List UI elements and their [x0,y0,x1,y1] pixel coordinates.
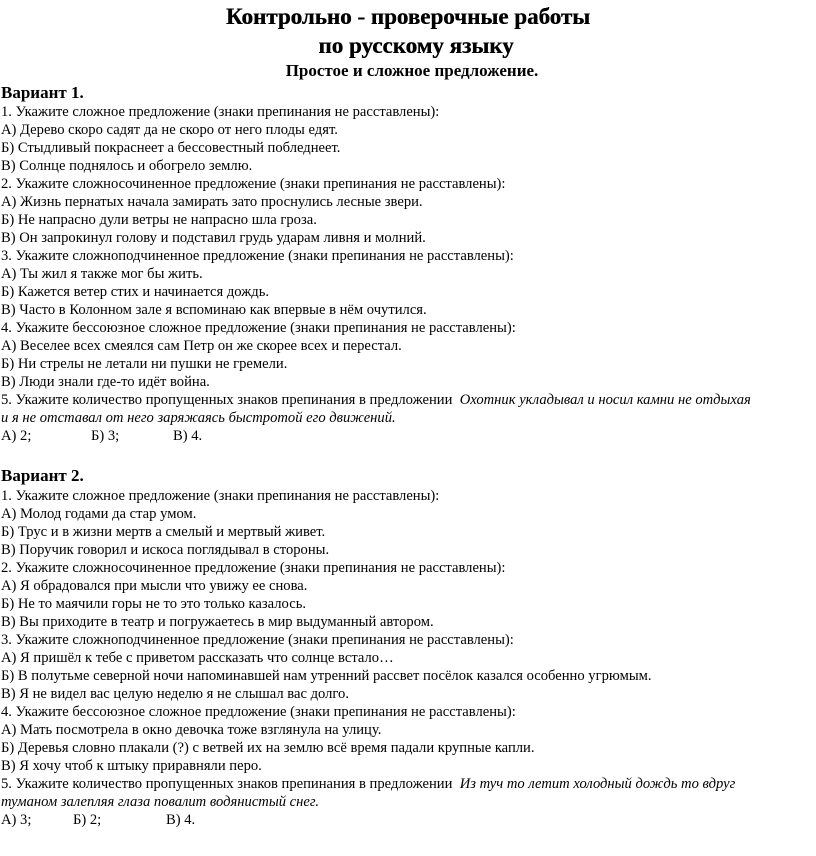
v2-question-5 [1,775,735,793]
v1-answer-c: В) 4. [173,428,203,444]
v1-line: В) Люди знали где-то идёт война. [1,374,210,390]
v2-line: А) Я обрадовался при мысли что увижу ее снова. [1,578,308,594]
v2-line: А) Я пришёл к тебе с приветом рассказать что солнце встало… [1,650,394,666]
v2-q5-sentence-cont: туманом залепляя глаза повалит водянистый снег. [1,794,320,810]
v2-answer-a: А) 3; [1,812,32,828]
v2-line: Б) Трус и в жизни мертв а смелый и мертвый живет. [1,524,326,540]
v1-line: 1. Укажите сложное предложение (знаки препинания не расставлены): [1,104,440,120]
v1-question-5 [1,391,751,409]
v1-line: В) Часто в Колонном зале я вспоминаю как впервые в нём очутился. [1,302,427,318]
v2-answer-c: В) 4. [166,812,196,828]
v1-line: Б) Кажется ветер стих и начинается дождь. [1,284,270,300]
v2-line: 4. Укажите бессоюзное сложное предложение (знаки препинания не расставлены): [1,704,516,720]
v1-line: 4. Укажите бессоюзное сложное предложение (знаки препинания не расставлены): [1,320,516,336]
v1-q5-sentence: Охотник укладывал и носил камни не отдыхая [459,392,751,408]
v1-q5-prefix: 5. Укажите количество пропущенных знаков препинания в предложении [1,392,453,408]
title-line-2: по русскому языку [318,33,514,58]
v2-q5-prefix: 5. Укажите количество пропущенных знаков препинания в предложении [1,776,453,792]
v2-line: А) Мать посмотрела в окно девочка тоже взглянула на улицу. [1,722,382,738]
v2-line: 1. Укажите сложное предложение (знаки препинания не расставлены): [1,488,440,504]
v2-q5-sentence: Из туч то летит холодный дождь то вдруг [459,776,736,792]
v2-line: А) Молод годами да стар умом. [1,506,197,522]
v1-line: А) Ты жил я также мог бы жить. [1,266,203,282]
v2-line: 3. Укажите сложноподчиненное предложение (знаки препинания не расставлены): [1,632,514,648]
v2-line: В) Поручик говорил и искоса поглядывал в стороны. [1,542,330,558]
v2-line: Б) Деревья словно плакали (?) с ветвей их на землю всё время падали крупные капли. [1,740,535,756]
v1-line: 2. Укажите сложносочиненное предложение (знаки препинания не расставлены): [1,176,506,192]
v2-line: 2. Укажите сложносочиненное предложение (знаки препинания не расставлены): [1,560,506,576]
v2-line: В) Я хочу чтоб к штыку приравняли перо. [1,758,262,774]
v2-answer-b: Б) 2; [73,812,102,828]
v1-line: А) Веселее всех смеялся сам Петр он же скорее всех и перестал. [1,338,402,354]
v1-line: В) Он запрокинул голову и подставил грудь ударам ливня и молний. [1,230,426,246]
title-line-1: Контрольно - проверочные работы [225,4,591,29]
v1-answer-a: А) 2; [1,428,32,444]
v1-answer-b: Б) 3; [91,428,120,444]
v1-q5-sentence-cont: и я не отставал от него заряжаясь быстротой его движений. [1,410,396,426]
v1-line: Б) Не напрасно дули ветры не напрасно шла гроза. [1,212,317,228]
v1-line: Б) Ни стрелы не летали ни пушки не гремели. [1,356,288,372]
v2-line: В) Вы приходите в театр и погружаетесь в мир выдуманный автором. [1,614,434,630]
variant-2-heading: Вариант 2. [1,466,84,485]
subtitle: Простое и сложное предложение. [285,61,539,80]
v1-line: Б) Стыдливый покраснеет а бессовестный побледнеет. [1,140,341,156]
v1-line: А) Дерево скоро садят да не скоро от него плоды едят. [1,122,338,138]
v2-line: Б) В полутьме северной ночи напоминавшей нам утренний рассвет посёлок казался особенно угрюмым. [1,668,652,684]
v1-line: В) Солнце поднялось и обогрело землю. [1,158,253,174]
v2-line: Б) Не то маячили горы не то это только казалось. [1,596,306,612]
v1-line: А) Жизнь пернатых начала замирать зато проснулись лесные звери. [1,194,423,210]
variant-1-heading: Вариант 1. [1,83,84,102]
v1-line: 3. Укажите сложноподчиненное предложение (знаки препинания не расставлены): [1,248,514,264]
v2-line: В) Я не видел вас целую неделю я не слышал вас долго. [1,686,349,702]
